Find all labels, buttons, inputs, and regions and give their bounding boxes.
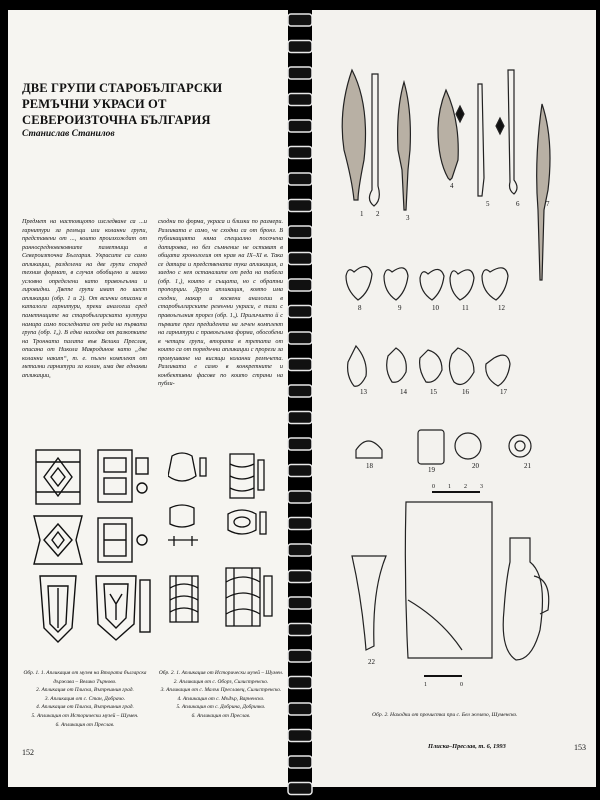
spiral-coil bbox=[288, 385, 312, 397]
artifact-spearheads bbox=[342, 70, 550, 280]
spiral-coil bbox=[288, 226, 312, 238]
scale-label: 2 bbox=[464, 484, 467, 490]
figure-number-label: 6 bbox=[516, 200, 520, 208]
spiral-coil bbox=[288, 518, 312, 530]
fig2-item-2 bbox=[230, 454, 264, 498]
artifact-pendants-row-2 bbox=[348, 346, 510, 386]
diamond-marker bbox=[496, 118, 504, 134]
article-author: Станислав Станилов bbox=[22, 129, 115, 139]
figure-number-label: 21 bbox=[524, 462, 531, 470]
spiral-coil bbox=[288, 544, 312, 556]
page-number-left: 152 bbox=[22, 748, 34, 757]
figure-number-label: 12 bbox=[498, 304, 505, 312]
spiral-coil bbox=[288, 438, 312, 450]
figure-number-label: 20 bbox=[472, 462, 479, 470]
spiral-coil bbox=[288, 491, 312, 503]
scale-label: 3 bbox=[480, 484, 483, 490]
spiral-coil bbox=[288, 412, 312, 424]
spiral-coil bbox=[288, 624, 312, 636]
spiral-coil bbox=[288, 41, 312, 53]
spiral-coil bbox=[288, 94, 312, 106]
diamond-marker bbox=[456, 106, 464, 122]
artifact-vessels bbox=[352, 502, 549, 660]
figure-2-illustrations bbox=[168, 450, 280, 650]
artifact-pendants-row-1 bbox=[346, 266, 508, 300]
figure-number-label: 11 bbox=[462, 304, 469, 312]
spiral-coil bbox=[288, 650, 312, 662]
fig1-item-1 bbox=[36, 450, 80, 504]
figure-number-label: 14 bbox=[400, 388, 407, 396]
figure-number-label: 1 bbox=[360, 210, 364, 218]
fig1-item-3 bbox=[34, 516, 82, 564]
fig2-item-4 bbox=[228, 510, 266, 534]
spiral-coil bbox=[288, 465, 312, 477]
figure-1-caption: Обр. 1. 1. Апликация от музея на Втората българска държава – Велико Търново. 2. Апликация от Плиска, Вътрешния град. 3. Апликация от с. Стан, Добрачо. 4. Апликация от Плиска, Вътрешния град. 5. Апликация от Исторически музей – Шумен. 6. Апликация от Преслав. bbox=[23, 670, 147, 728]
figure-plate-caption: Обр. 2. Находки от прочистка при с. Бел желязо, Шуменско. bbox=[372, 712, 518, 718]
spiral-coil bbox=[288, 120, 312, 132]
figure-number-label: 8 bbox=[358, 304, 362, 312]
spiral-coil bbox=[288, 200, 312, 212]
figure-number-label: 7 bbox=[546, 200, 550, 208]
fig1-item-6 bbox=[96, 576, 150, 640]
spiral-coil bbox=[288, 730, 312, 742]
figure-number-label: 22 bbox=[368, 658, 375, 666]
artifact-mounts-row-3 bbox=[356, 430, 531, 464]
right-page bbox=[312, 10, 596, 787]
figure-1-illustrations bbox=[32, 448, 158, 648]
spiral-coil bbox=[288, 173, 312, 185]
journal-running-footer: Плиска–Преслав, т. 6, 1993 bbox=[428, 743, 506, 750]
figure-number-label: 4 bbox=[450, 182, 454, 190]
fig1-item-2 bbox=[98, 450, 148, 502]
spiral-binding bbox=[286, 0, 314, 800]
spiral-coil bbox=[288, 703, 312, 715]
scale-label: 0 bbox=[460, 682, 463, 688]
left-page bbox=[8, 10, 288, 787]
spiral-coil bbox=[288, 14, 312, 26]
spiral-coil bbox=[288, 306, 312, 318]
fig2-item-3 bbox=[168, 505, 198, 546]
scale-label: 1 bbox=[448, 484, 451, 490]
figure-number-label: 13 bbox=[360, 388, 367, 396]
spiral-coil bbox=[288, 147, 312, 159]
spiral-coil bbox=[288, 597, 312, 609]
spiral-coil bbox=[288, 783, 312, 795]
figure-number-label: 10 bbox=[432, 304, 439, 312]
figure-number-label: 15 bbox=[430, 388, 437, 396]
figure-number-label: 3 bbox=[406, 214, 410, 222]
scale-label: 0 bbox=[432, 484, 435, 490]
figure-number-label: 19 bbox=[428, 466, 435, 474]
figure-number-label: 17 bbox=[500, 388, 507, 396]
spiral-coil bbox=[288, 253, 312, 265]
text-column-2: сходни по форма, украса и близки по размери. Разликата е само, че сходни са от бронз. В публикацията няма специално посочена датировка, но без съмнение не остават в общата хронология от края на IX–XI в. Така се датира и предствената тука апликация, а заедно с нея останалите от реда на табела (обр. 1₁), които е същата, но с обратни пропорции. Друга апликация, която има сходни, макар и косвени аналогии в старобългарските ремъчни украси, е тази с правоъгълния прорез (обр. 1₅). Приличието й с първите през предидента на лечен комплект на гарнитури с правоъгълна форма, обособени в четири групи, втората в третата от които са от порядъчни апликации с прорези за промушване на висящи коланни ремъчета. Разликата е само в конкретните и конбективни фасове по които страни на публи- bbox=[158, 218, 283, 388]
spiral-coil bbox=[288, 677, 312, 689]
figure-number-label: 18 bbox=[366, 462, 373, 470]
spiral-coil bbox=[288, 359, 312, 371]
spiral-coil bbox=[288, 67, 312, 79]
page-number-right: 153 bbox=[574, 743, 586, 752]
figure-number-label: 2 bbox=[376, 210, 380, 218]
fig2-item-1 bbox=[168, 453, 206, 481]
figure-number-label: 5 bbox=[486, 200, 490, 208]
spiral-coil bbox=[288, 571, 312, 583]
text-column-1: Предмет на настоящото изследване са ...и гарнитури за ремъци или коланни групи, представени от ..., които произхождат от ранносредновековните паметници в Североизточна България. Украсите са само апликации, разделени на две групи според техния формат, в случая обобщено и малко условно определени като правоъгълни и лировидни. Двете групи имат по шест апликации (обр. 1 и 2). От всички описани в каталога гарнитури, преки аналогии сред паметниците на старобългарската култура намира само последната от реда на първата група (обр. 1₆). В една находка от разкопките на Тронната палата във Велики Преслав, описана от Никола Мавродинов като „две коланни накит“, т. е. пълен комплект от метални гарнитури за колан, има две еднакви апликации, bbox=[22, 218, 147, 379]
spiral-coil bbox=[288, 756, 312, 768]
article-title: ДВЕ ГРУПИ СТАРОБЪЛГАРСКИ РЕМЪЧНИ УКРАСИ ОТ СЕВЕРОИЗТОЧНА БЪЛГАРИЯ bbox=[22, 81, 223, 127]
spiral-coil bbox=[288, 332, 312, 344]
fig2-item-6 bbox=[226, 568, 272, 626]
fig1-item-5 bbox=[40, 576, 76, 642]
fig1-item-4 bbox=[98, 518, 147, 562]
scale-label: 1 bbox=[424, 682, 427, 688]
figure-number-label: 9 bbox=[398, 304, 402, 312]
fig2-item-5 bbox=[170, 576, 198, 622]
figure-2-caption: Обр. 2. 1. Апликация от Исторически музей – Шумен. 2. Апликация от с. Оборз, Силистренско. 3. Апликация от с. Малък Преславец, Силистренско. 4. Апликация от с. Мъдър, Варненско. 5. Апликация от с. Добрина, Добричко. 6. Апликация от Преслав. bbox=[158, 670, 284, 719]
figure-number-label: 16 bbox=[462, 388, 469, 396]
spiral-coil bbox=[288, 279, 312, 291]
figure-plate bbox=[312, 10, 596, 787]
